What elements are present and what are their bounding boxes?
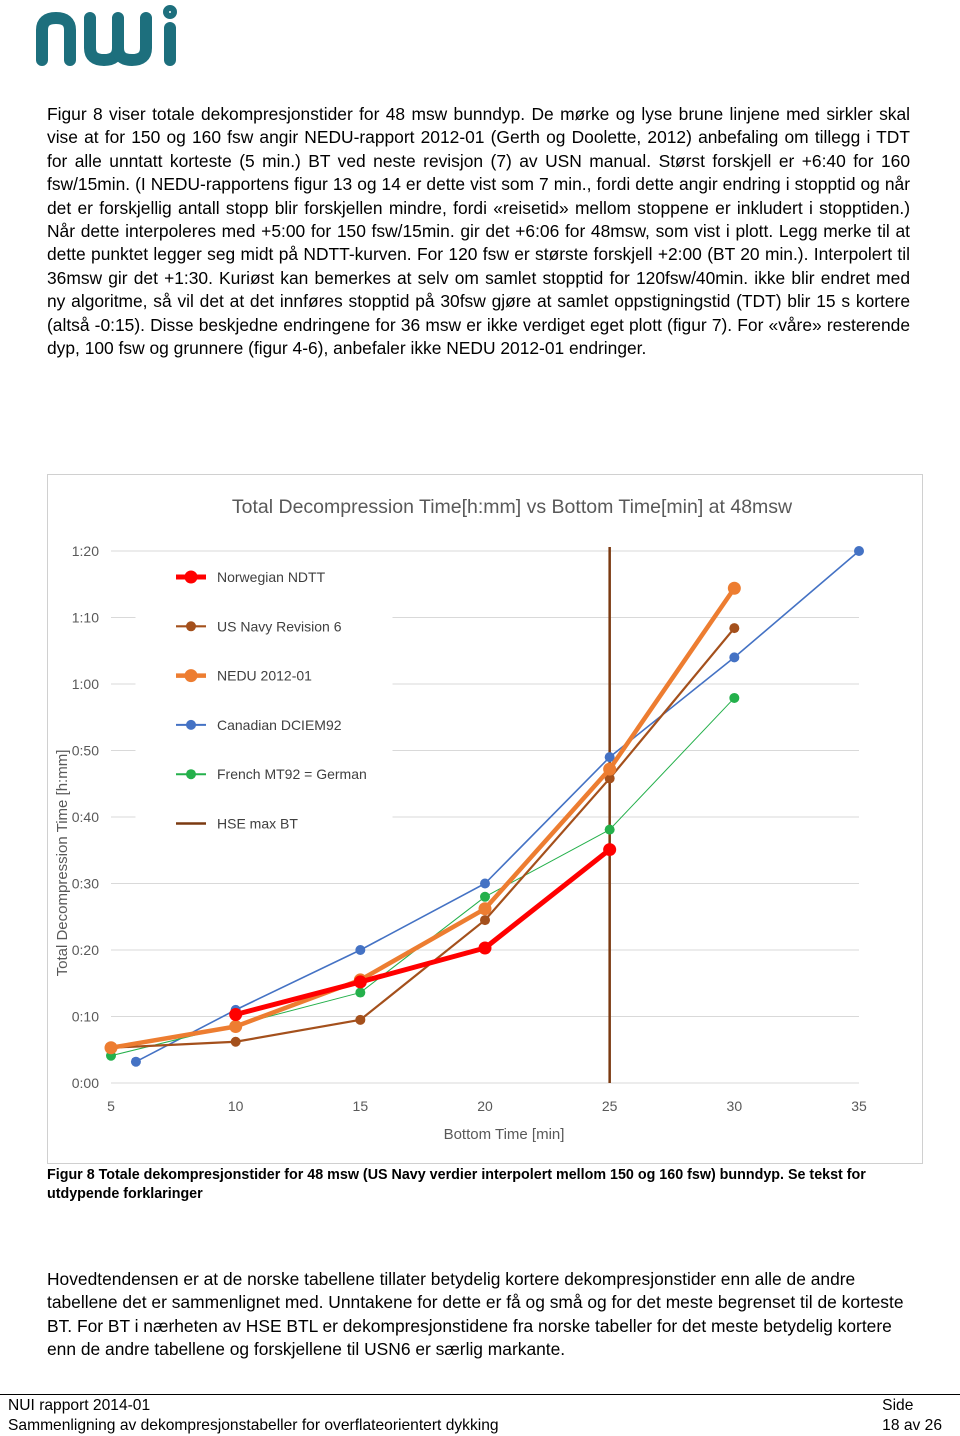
y-tick-label: 1:00 xyxy=(71,676,99,692)
data-point xyxy=(605,825,615,835)
footer-side-label: Side xyxy=(882,1397,914,1414)
data-point xyxy=(479,902,492,915)
legend-marker xyxy=(186,769,196,779)
chart-title: Total Decompression Time[h:mm] vs Bottom Time[min] at 48msw xyxy=(231,496,793,518)
figure-caption: Figur 8 Totale dekompresjonstider for 48 msw (US Navy verdier interpolert mellom 150 og 160 fsw) bunndyp. Se tekst for utdypende forklaringer xyxy=(47,1167,866,1202)
data-point xyxy=(603,843,616,856)
data-point xyxy=(229,1008,242,1021)
data-point xyxy=(729,623,739,633)
nui-logo xyxy=(34,4,184,66)
data-point xyxy=(105,1041,118,1054)
data-point xyxy=(355,945,365,955)
data-point xyxy=(354,975,367,988)
y-tick-label: 1:10 xyxy=(71,609,99,626)
footer-left xyxy=(8,1396,499,1436)
data-point xyxy=(603,763,616,776)
y-tick-label: 0:10 xyxy=(71,1008,99,1025)
legend-label: US Navy Revision 6 xyxy=(217,618,342,635)
x-tick-label: 30 xyxy=(726,1098,743,1114)
footer-subtitle: Sammenligning av dekompresjonstabeller for overflateorientert dykking xyxy=(8,1417,499,1434)
legend-label: HSE max BT xyxy=(217,815,298,832)
y-tick-label: 0:40 xyxy=(71,809,99,825)
footer-page-number: 18 av 26 xyxy=(882,1417,942,1434)
x-tick-label: 5 xyxy=(107,1098,115,1114)
legend-marker xyxy=(186,621,196,631)
data-point xyxy=(729,652,739,662)
legend-label: Canadian DCIEM92 xyxy=(217,716,342,733)
y-tick-label: 0:50 xyxy=(71,742,99,759)
data-point xyxy=(480,879,490,889)
x-tick-label: 25 xyxy=(601,1098,618,1114)
data-point xyxy=(229,1020,242,1033)
legend-box xyxy=(136,559,392,851)
x-tick-label: 10 xyxy=(227,1098,244,1114)
data-point xyxy=(480,892,490,902)
data-point xyxy=(231,1037,241,1047)
footer-right xyxy=(882,1396,942,1436)
y-tick-label: 0:30 xyxy=(71,875,99,892)
data-point xyxy=(131,1057,141,1067)
series-line xyxy=(236,850,610,1015)
y-axis-label: Total Decompression Time [h:mm] xyxy=(54,749,71,977)
legend-label: NEDU 2012-01 xyxy=(217,667,312,684)
x-tick-label: 20 xyxy=(477,1098,493,1114)
legend-marker xyxy=(185,669,198,682)
y-tick-label: 1:20 xyxy=(71,543,99,559)
x-tick-label: 35 xyxy=(851,1098,867,1114)
footer-divider xyxy=(0,1394,960,1395)
x-tick-label: 15 xyxy=(352,1098,369,1114)
data-point xyxy=(854,546,864,556)
legend-label: French MT92 = German xyxy=(217,766,367,783)
legend-marker xyxy=(185,571,198,584)
decompression-chart xyxy=(48,475,924,1165)
data-point xyxy=(480,915,490,925)
summary-paragraph: Hovedtendensen er at de norske tabellene tillater betydelig kortere dekompresjonstider enn alle de andre tabellene det er sammenlignet med. Unntakene for dette er få og små og for det meste begrenset til de korteste BT. For BT i nærheten av HSE BTL er dekompresjonstidene fra norske tabeller for det meste betydelig kortere enn de andre tabellene og forskjellene til USN6 er særlig markante. xyxy=(47,1269,904,1360)
data-point xyxy=(729,693,739,703)
y-tick-label: 0:20 xyxy=(71,942,99,958)
legend-marker xyxy=(186,720,196,730)
data-point xyxy=(355,988,365,998)
data-point xyxy=(728,582,741,595)
legend-label: Norwegian NDTT xyxy=(217,569,326,585)
chart-container xyxy=(47,474,923,1164)
intro-paragraph: Figur 8 viser totale dekompresjonstider for 48 msw bunndyp. De mørke og lyse brune linjene med sirkler skal vise at for 150 og 160 fsw angir NEDU-rapport 2012-01 (Gerth og Doolette, 2012) anbefaling om tillegg i TDT for alle unntatt korteste (5 min.) BT ved neste revisjon (7) av USN manual. Størst forskjell er +6:40 for 160 fsw/15min. (I NEDU-rapportens figur 13 og 14 er dette vist som 7 min., fordi dette angir endring i stopptid og når det er forskjellig antall stopp blir forskjellen mindre, fordi «reisetid» mellom stoppene er inkludert i stopptiden.) Når dette interpoleres med +5:00 for 150 fsw/15min. gir det +6:06 for 48msw, som vist i plott. Legg merke til at dette punktet legger seg midt på NDTT-kurven. For 120 fsw er største forskjell +2:00 (BT 20 min.). Interpolert til 36msw gir det +1:30. Kuriøst kan bemerkes at selv om samlet stopptid for 120fsw/40min. ikke blir endret med ny algoritme, så vil det at det innføres stopptid på 30fsw gjøre at samlet oppstigningstid (TDT) blir 15 s kortere (altså -0:15). Disse beskjedne endringene for 36 msw er ikke verdiget eget plott (figur 7). For «våre» resterende dyp, 100 fsw og grunnere (figur 4-6), anbefaler ikke NEDU 2012-01 endringer. xyxy=(47,104,910,359)
footer-report: NUI rapport 2014-01 xyxy=(8,1397,151,1414)
y-tick-label: 0:00 xyxy=(71,1075,99,1091)
data-point xyxy=(355,1015,365,1025)
data-point xyxy=(479,942,492,955)
x-axis-label: Bottom Time [min] xyxy=(443,1126,565,1143)
